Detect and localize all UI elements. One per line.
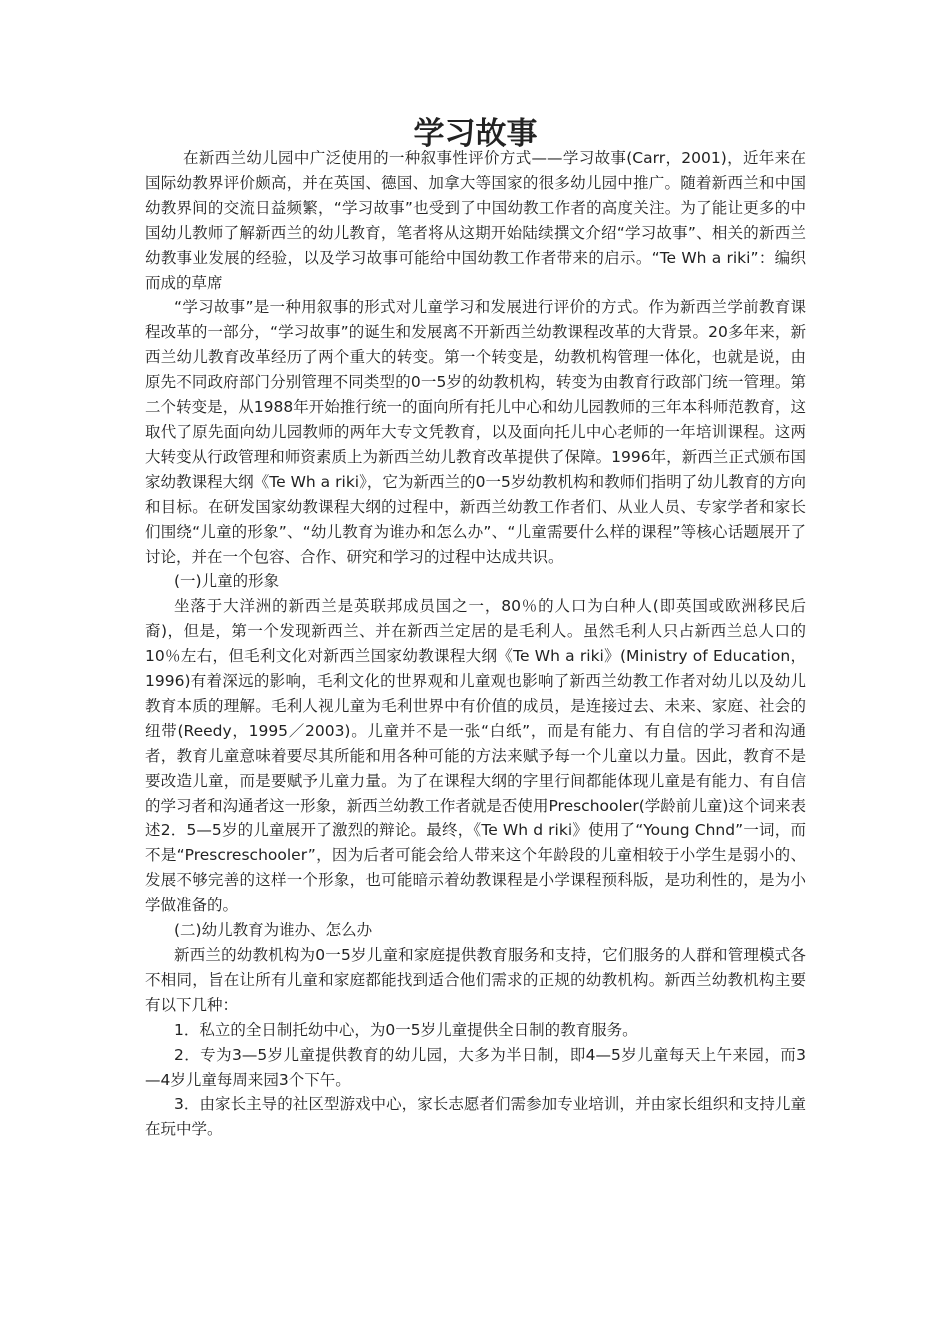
list-item-3: 3．由家长主导的社区型游戏中心，家长志愿者们需参加专业培训，并由家长组织和支持儿童在玩中学。 xyxy=(145,1095,806,1139)
paragraph-institutions: 新西兰的幼教机构为0一5岁儿童和家庭提供教育服务和支持，它们服务的人群和管理模式各不相同，旨在让所有儿童和家庭都能找到适合他们需求的正规的幼教机构。新西兰幼教机构主要有以下几种： xyxy=(145,946,806,1014)
list-item-1: 1．私立的全日制托幼中心，为0一5岁儿童提供全日制的教育服务。 xyxy=(174,1020,638,1039)
document-page xyxy=(145,116,806,1142)
list-item-2: 2．专为3—5岁儿童提供教育的幼儿园，大多为半日制，即4—5岁儿童每天上午来园，而3—4岁儿童每周来园3个下午。 xyxy=(145,1045,806,1089)
paragraph-intro: 在新西兰幼儿园中广泛使用的一种叙事性评价方式——学习故事(Carr，2001)，近年来在国际幼教界评价颇高，并在英国、德国、加拿大等国家的很多幼儿园中推广。随着新西兰和中国幼教界间的交流日益频繁，“学习故事”也受到了中国幼教工作者的高度关注。为了能让更多的中国幼儿教师了解新西兰的幼儿教育，笔者将从这期开始陆续撰文介绍“学习故事”、相关的新西兰幼教事业发展的经验，以及学习故事可能给中国幼教工作者带来的启示。“Te Wh a riki”：编织而成的草席 xyxy=(145,149,806,292)
paragraph-child-image: 坐落于大洋洲的新西兰是英联邦成员国之一，80％的人口为白种人(即英国或欧洲移民后裔)，但是，第一个发现新西兰、并在新西兰定居的是毛利人。虽然毛利人只占新西兰总人口的10％左右，但毛利文化对新西兰国家幼教课程大纲《Te Wh a riki》(Ministry of Education，1996)有着深远的影响，毛利文化的世界观和儿童观也影响了新西兰幼教工作者对幼儿以及幼儿教育本质的理解。毛利人视儿童为毛利世界中有价值的成员，是连接过去、未来、家庭、社会的纽带(Reedy，1995／2003)。儿童并不是一张“白纸”，而是有能力、有自信的学习者和沟通者，教育儿童意味着要尽其所能和用各种可能的方法来赋予每一个儿童以力量。因此，教育不是要改造儿童，而是要赋予儿童力量。为了在课程大纲的字里行间都能体现儿童是有能力、有自信的学习者和沟通者这一形象，新西兰幼教工作者就是否使用Preschooler(学龄前儿童)这个词来表述2．5—5岁的儿童展开了激烈的辩论。最终，《Te Wh d riki》使用了“Young Chnd”一词，而不是“Prescreschooler”，因为后者可能会给人带来这个年龄段的儿童相较于小学生是弱小的、发展不够完善的这样一个形象，也可能暗示着幼教课程是小学课程预科版，是功利性的，是为小学做准备的。 xyxy=(145,597,806,915)
paragraph-learning-story: “学习故事”是一种用叙事的形式对儿童学习和发展进行评价的方式。作为新西兰学前教育课程改革的一部分，“学习故事”的诞生和发展离不开新西兰幼教课程改革的大背景。20多年来，新西兰幼儿教育改革经历了两个重大的转变。第一个转变是，幼教机构管理一体化，也就是说，由原先不同政府部门分别管理不同类型的0一5岁的幼教机构，转变为由教育行政部门统一管理。第二个转变是，从1988年开始推行统一的面向所有托儿中心和幼儿园教师的三年本科师范教育，这取代了原先面向幼儿园教师的两年大专文凭教育，以及面向托儿中心老师的一年培训课程。这两大转变从行政管理和师资素质上为新西兰幼儿教育改革提供了保障。1996年，新西兰正式颁布国家幼教课程大纲《Te Wh a riki》，它为新西兰的0一5岁幼教机构和教师们指明了幼儿教育的方向和目标。在研发国家幼教课程大纲的过程中，新西兰幼教工作者们、从业人员、专家学者和家长们围绕“儿童的形象”、“幼儿教育为谁办和怎么办”、“儿童需要什么样的课程”等核心话题展开了讨论，并在一个包容、合作、研究和学习的过程中达成共识。 xyxy=(145,298,806,566)
document-title: 学习故事 xyxy=(413,116,538,152)
section-heading-child-image: (一)儿童的形象 xyxy=(174,572,280,591)
section-heading-for-whom: (二)幼儿教育为谁办、怎么办 xyxy=(174,921,373,940)
